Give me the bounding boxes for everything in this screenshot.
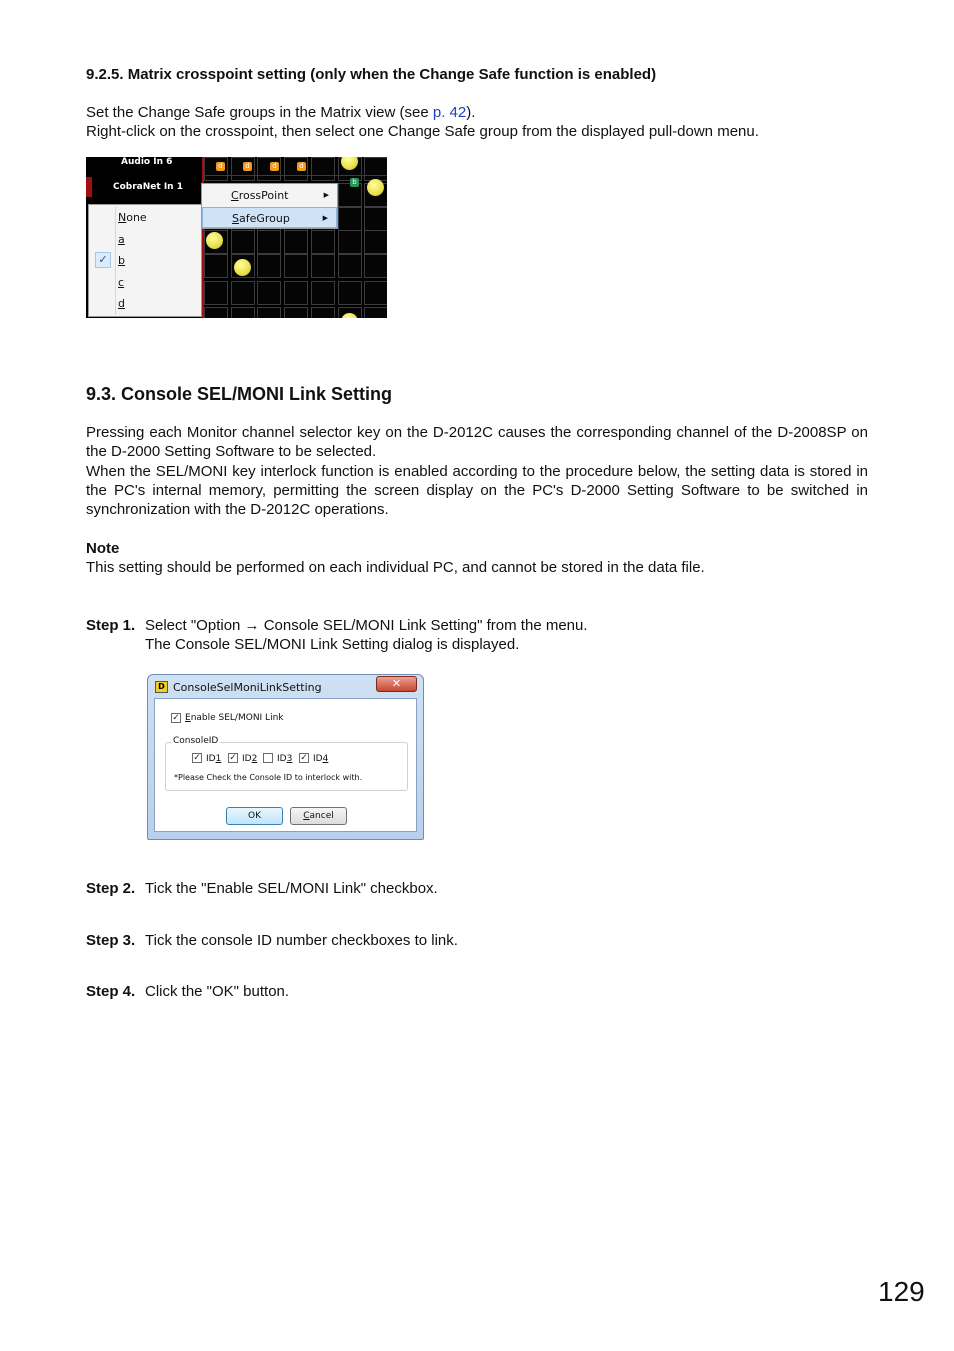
- paragraph-sel-moni-1: Pressing each Monitor channel selector key on the D-2012C causes the corresponding channel of the D-2008SP on the D-2000 Setting Software to be selected.: [86, 424, 868, 460]
- page-number: 129: [878, 1276, 925, 1307]
- step-label: Step 1.: [86, 617, 136, 634]
- id4-checkbox[interactable]: ✓: [300, 753, 308, 763]
- crosspoint-on-dot[interactable]: [234, 259, 251, 276]
- crosspoint-cell[interactable]: [231, 230, 255, 254]
- item-label: afeGroup: [238, 212, 290, 225]
- step-text: Tick the console ID number checkboxes to link.: [145, 932, 458, 949]
- accel-letter: b: [118, 254, 125, 267]
- crosspoint-cell[interactable]: [364, 307, 387, 318]
- step-text: Select "Option → Console SEL/MONI Link Setting" from the menu.: [145, 617, 588, 634]
- crosspoint-cell[interactable]: [257, 230, 281, 254]
- safegroup-badge: d: [297, 162, 306, 171]
- crosspoint-cell[interactable]: [204, 254, 228, 278]
- id3-label[interactable]: ID3: [277, 754, 293, 764]
- step-text-2: The Console SEL/MONI Link Setting dialog is displayed.: [145, 636, 520, 653]
- step-label: Step 4.: [86, 983, 136, 1000]
- submenu-arrow-icon: ▶: [323, 191, 329, 199]
- enable-sel-moni-checkbox[interactable]: ✓: [172, 713, 180, 723]
- crosspoint-cell[interactable]: [231, 307, 255, 318]
- id2-checkbox[interactable]: ✓: [229, 753, 237, 763]
- submenu-item-a[interactable]: [89, 229, 201, 250]
- crosspoint-cell[interactable]: [257, 254, 281, 278]
- app-icon: D: [155, 681, 168, 693]
- crosspoint-cell[interactable]: [364, 254, 387, 278]
- group-label: ConsoleID: [173, 736, 219, 746]
- dialog-title: ConsoleSelMoniLinkSetting: [173, 681, 322, 694]
- step-3: [86, 931, 458, 950]
- step-label: Step 2.: [86, 880, 136, 897]
- console-sel-moni-dialog: [147, 674, 424, 840]
- crosspoint-cell[interactable]: [257, 307, 281, 318]
- context-menu-item-crosspoint[interactable]: [202, 185, 337, 206]
- crosspoint-context-menu: [201, 183, 338, 229]
- crosspoint-cell[interactable]: [311, 307, 335, 318]
- id3-checkbox[interactable]: [263, 753, 273, 763]
- item-label: one: [126, 211, 147, 224]
- crosspoint-cell[interactable]: [204, 281, 228, 305]
- step-1: [86, 616, 588, 654]
- checkmark-icon: ✓: [95, 252, 111, 268]
- console-id-group: [165, 736, 408, 791]
- crosspoint-cell[interactable]: [311, 230, 335, 254]
- crosspoint-cell[interactable]: [311, 254, 335, 278]
- safegroup-badge: d: [243, 162, 252, 171]
- row-marker: [86, 177, 92, 197]
- id1-label[interactable]: ID1: [206, 754, 222, 764]
- accel-letter: c: [118, 275, 125, 289]
- matrix-divider: [202, 157, 204, 318]
- text: ).: [466, 104, 476, 121]
- submenu-item-c[interactable]: [89, 272, 201, 293]
- dialog-client: [154, 698, 417, 832]
- step-label: Step 3.: [86, 932, 136, 949]
- step-text: Click the "OK" button.: [145, 983, 290, 1000]
- crosspoint-on-dot[interactable]: [367, 179, 384, 196]
- row-label: Audio In 6: [121, 157, 173, 167]
- crosspoint-cell[interactable]: [284, 254, 308, 278]
- submenu-item-b[interactable]: [89, 250, 201, 271]
- safegroup-badge: d: [270, 162, 279, 171]
- ok-button[interactable]: OK: [226, 807, 283, 825]
- crosspoint-cell[interactable]: [284, 307, 308, 318]
- matrix-screenshot: [86, 157, 387, 318]
- crosspoint-cell[interactable]: [338, 281, 362, 305]
- console-id-hint: *Please Check the Console ID to interlock with.: [174, 773, 363, 782]
- id2-label[interactable]: ID2: [242, 754, 258, 764]
- section-heading-9-3: 9.3. Console SEL/MONI Link Setting: [86, 384, 393, 404]
- matrix-divider: [202, 175, 387, 176]
- crosspoint-cell[interactable]: [338, 230, 362, 254]
- row-label: CobraNet In 1: [113, 182, 183, 192]
- paragraph-matrix-intro: [86, 103, 868, 141]
- accel-letter: S: [232, 212, 239, 225]
- step-text: Tick the "Enable SEL/MONI Link" checkbox.: [145, 880, 438, 897]
- safegroup-badge: d: [216, 162, 225, 171]
- accel-letter: C: [231, 189, 239, 202]
- paragraph-sel-moni-2: When the SEL/MONI key interlock function is enabled according to the procedure below, the setting data is stored in the PC's internal memory, permitting the screen display on the PC's D-2000 Setting Software to be switched in synchronization with the D-2012C operations.: [86, 463, 868, 518]
- item-label: rossPoint: [238, 189, 289, 202]
- note-label: Note: [86, 540, 120, 557]
- id1-checkbox[interactable]: ✓: [193, 753, 201, 763]
- crosspoint-cell[interactable]: [364, 157, 387, 181]
- crosspoint-cell[interactable]: [364, 207, 387, 231]
- text: Right-click on the crosspoint, then select one Change Safe group from the displayed pull-down menu.: [86, 123, 759, 140]
- accel-letter: d: [118, 297, 125, 310]
- id4-label[interactable]: ID4: [313, 754, 329, 764]
- crosspoint-cell[interactable]: [257, 281, 281, 305]
- crosspoint-cell[interactable]: [311, 281, 335, 305]
- crosspoint-cell[interactable]: [311, 157, 335, 181]
- step-4: [86, 982, 289, 1001]
- safegroup-submenu: [88, 204, 202, 317]
- close-icon[interactable]: ✕: [376, 676, 417, 692]
- submenu-item-none[interactable]: [89, 207, 201, 228]
- text: Set the Change Safe groups in the Matrix view (see: [86, 104, 433, 121]
- crosspoint-cell[interactable]: [204, 307, 228, 318]
- safegroup-badge: b: [350, 178, 359, 187]
- submenu-arrow-icon: ▶: [322, 214, 328, 222]
- crosspoint-cell[interactable]: [338, 207, 362, 231]
- page-link[interactable]: p. 42: [432, 104, 467, 121]
- submenu-item-d[interactable]: [89, 293, 201, 314]
- accel-letter: a: [118, 232, 125, 246]
- crosspoint-cell[interactable]: [284, 281, 308, 305]
- crosspoint-cell[interactable]: [231, 281, 255, 305]
- crosspoint-cell[interactable]: [364, 230, 387, 254]
- accel-letter: N: [118, 211, 127, 224]
- crosspoint-on-dot[interactable]: [206, 232, 223, 249]
- enable-sel-moni-label[interactable]: Enable SEL/MONI Link: [185, 713, 284, 723]
- menu-gutter: [115, 207, 116, 315]
- section-heading-9-2-5: 9.2.5. Matrix crosspoint setting (only when the Change Safe function is enabled): [86, 66, 657, 83]
- step-2: [86, 879, 438, 898]
- crosspoint-cell[interactable]: [338, 254, 362, 278]
- crosspoint-cell[interactable]: [364, 281, 387, 305]
- crosspoint-cell[interactable]: [284, 230, 308, 254]
- note-text: This setting should be performed on each individual PC, and cannot be stored in the data file.: [86, 559, 705, 576]
- cancel-button[interactable]: Cancel: [290, 807, 347, 825]
- context-menu-item-safegroup[interactable]: [202, 207, 337, 228]
